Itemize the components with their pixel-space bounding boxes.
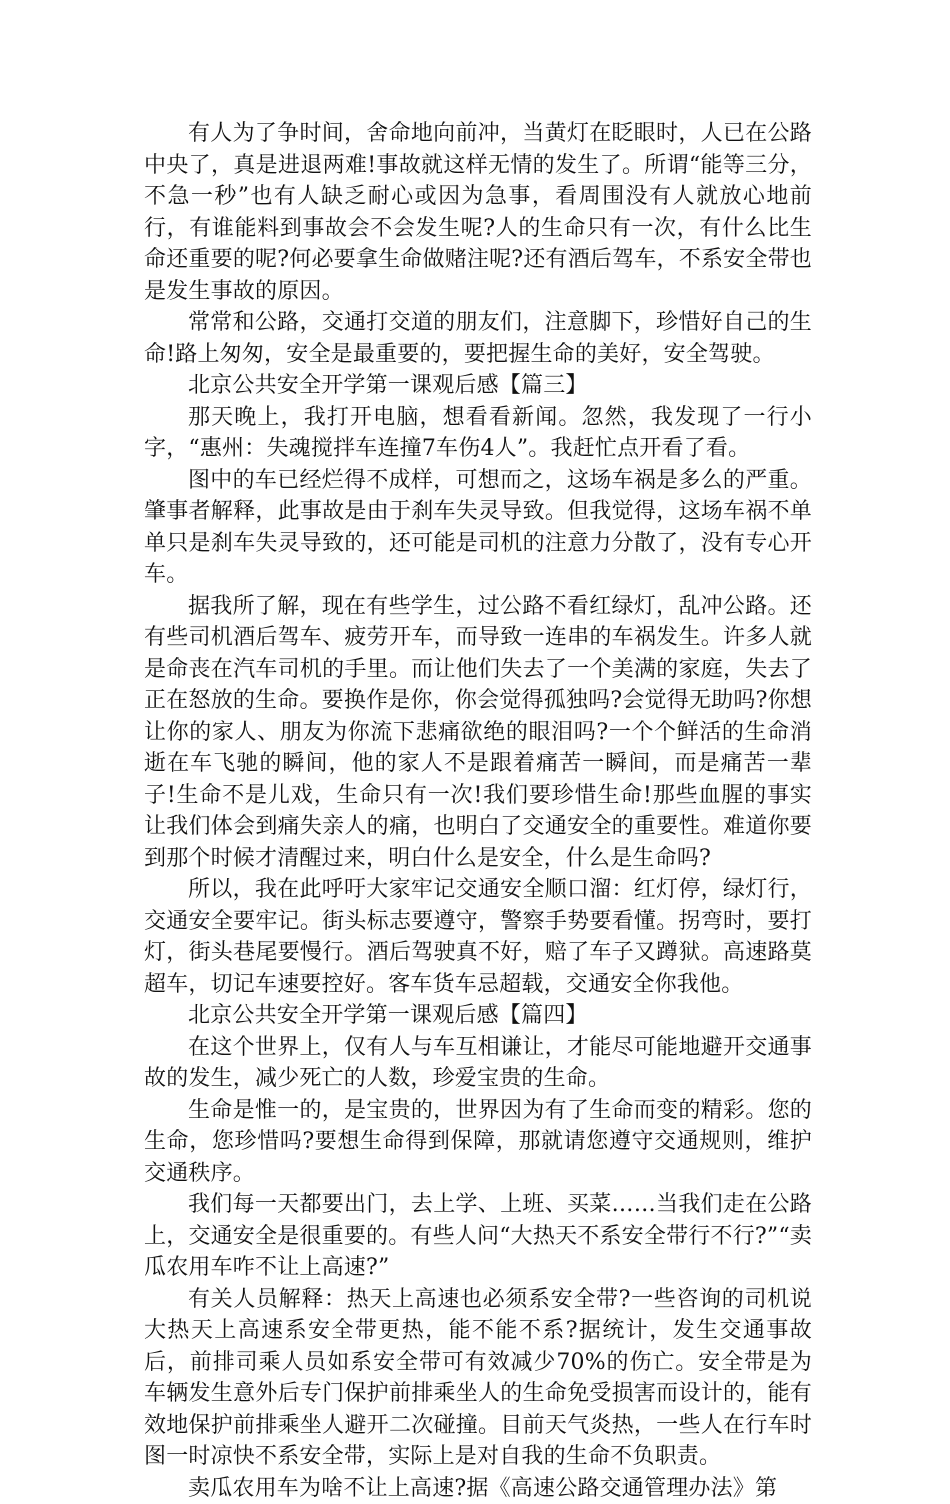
paragraph: 那天晚上，我打开电脑，想看看新闻。忽然，我发现了一行小字，“惠州：失魂搅拌车连撞7车伤4人”。我赶忙点开看了看。 — [144, 402, 812, 465]
section-heading: 北京公共安全开学第一课观后感【篇三】 — [144, 370, 812, 402]
paragraph: 据我所了解，现在有些学生，过公路不看红绿灯，乱冲公路。还有些司机酒后驾车、疲劳开车，而导致一连串的车祸发生。许多人就是命丧在汽车司机的手里。而让他们失去了一个美满的家庭，失去了正在怒放的生命。要换作是你，你会觉得孤独吗?会觉得无助吗?你想让你的家人、朋友为你流下悲痛欲绝的眼泪吗?一个个鲜活的生命消逝在车飞驰的瞬间，他的家人不是跟着痛苦一瞬间，而是痛苦一辈子!生命不是儿戏，生命只有一次!我们要珍惜生命!那些血腥的事实让我们体会到痛失亲人的痛，也明白了交通安全的重要性。难道你要到那个时候才清醒过来，明白什么是安全，什么是生命吗? — [144, 591, 812, 875]
paragraph: 常常和公路，交通打交道的朋友们，注意脚下，珍惜好自己的生命!路上匆匆，安全是最重要的，要把握生命的美好，安全驾驶。 — [144, 307, 812, 370]
document-body — [144, 118, 812, 1504]
paragraph: 有人为了争时间，舍命地向前冲，当黄灯在眨眼时，人已在公路中央了，真是进退两难!事故就这样无情的发生了。所谓“能等三分，不急一秒”也有人缺乏耐心或因为急事，看周围没有人就放心地前行，有谁能料到事故会不会发生呢?人的生命只有一次，有什么比生命还重要的呢?何必要拿生命做赌注呢?还有酒后驾车，不系安全带也是发生事故的原因。 — [144, 118, 812, 307]
paragraph: 在这个世界上，仅有人与车互相谦让，才能尽可能地避开交通事故的发生，减少死亡的人数，珍爱宝贵的生命。 — [144, 1032, 812, 1095]
paragraph: 有关人员解释：热天上高速也必须系安全带?一些咨询的司机说大热天上高速系安全带更热，能不能不系?据统计，发生交通事故后，前排司乘人员如系安全带可有效减少70%的伤亡。安全带是为车辆发生意外后专门保护前排乘坐人的生命免受损害而设计的，能有效地保护前排乘坐人避开二次碰撞。目前天气炎热，一些人在行车时图一时凉快不系安全带，实际上是对自我的生命不负职责。 — [144, 1284, 812, 1473]
section-heading: 北京公共安全开学第一课观后感【篇四】 — [144, 1000, 812, 1032]
paragraph: 所以，我在此呼吁大家牢记交通安全顺口溜：红灯停，绿灯行，交通安全要牢记。街头标志要遵守，警察手势要看懂。拐弯时，要打灯，街头巷尾要慢行。酒后驾驶真不好，赔了车子又蹲狱。高速路莫超车，切记车速要控好。客车货车忌超载，交通安全你我他。 — [144, 874, 812, 1000]
paragraph: 卖瓜农用车为啥不让上高速?据《高速公路交通管理办法》第 — [144, 1473, 812, 1504]
paragraph: 图中的车已经烂得不成样，可想而之，这场车祸是多么的严重。肇事者解释，此事故是由于刹车失灵导致。但我觉得，这场车祸不单单只是刹车失灵导致的，还可能是司机的注意力分散了，没有专心开车。 — [144, 465, 812, 591]
paragraph: 我们每一天都要出门，去上学、上班、买菜……当我们走在公路上，交通安全是很重要的。有些人问“大热天不系安全带行不行?”“卖瓜农用车咋不让上高速?” — [144, 1189, 812, 1284]
paragraph: 生命是惟一的，是宝贵的，世界因为有了生命而变的精彩。您的生命，您珍惜吗?要想生命得到保障，那就请您遵守交通规则，维护交通秩序。 — [144, 1095, 812, 1190]
